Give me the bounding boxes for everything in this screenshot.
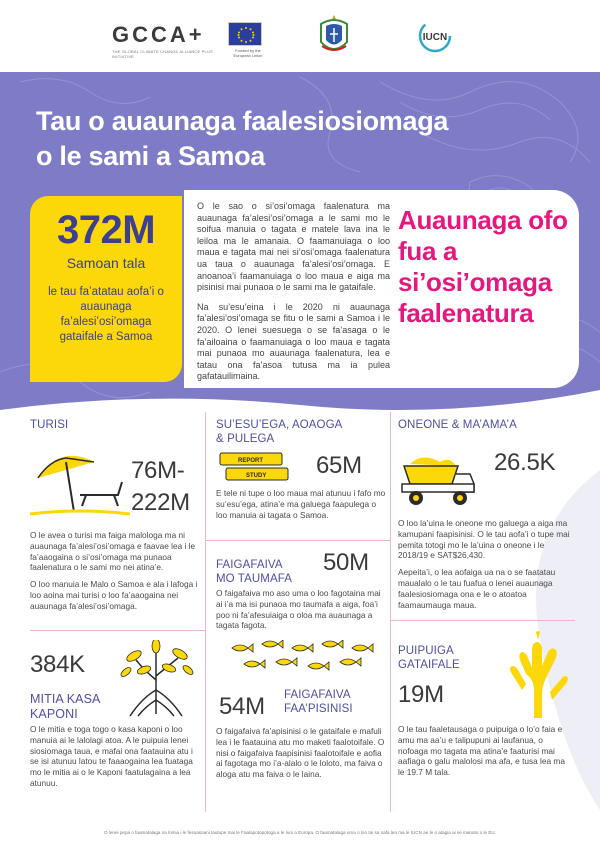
section-body-puipuiga — [398, 724, 573, 784]
mitia-title-line-1: MITIA KASA — [30, 692, 101, 706]
eu-flag-icon — [228, 22, 262, 46]
section-title-taumafa — [216, 558, 292, 586]
puipuiga-paragraph-1: O le tau faaletausaga o puipuiga o lo’o faia e amu ma aa’u e talipupuni ai laufanua, o nofoaga mo tagata ma atina’e faaturisi mai aafiaga o galu malolosi ma afa, e tusa lea ma le 19.7 M tala. — [398, 724, 565, 778]
books-icon — [218, 452, 290, 482]
taumafa-title-line-1: FAIGAFAIVA — [216, 559, 283, 571]
pink-heading: Auaunaga ofo fua a si’osi’omaga faalenatura — [398, 205, 568, 328]
section-body-pisinisi — [216, 726, 386, 786]
section-body-mitia — [30, 724, 200, 795]
dump-truck-icon — [396, 450, 476, 512]
suesuega-title-line-2: & PULEGA — [216, 433, 275, 445]
taumafa-paragraph-1: O faigafaiva mo aso uma o loo fagotaina mai ai i’a ma isi punaoa mo taumafa a aiga, foa’i poo ni fa’afesuiaiga o oloa ma auaunaga a tagata fagota. — [216, 588, 381, 631]
gcca-logo-text: GCCA+ — [112, 22, 205, 47]
highlight-description: le tau fa’atatau aofa’i o auaunaga fa’alesi’osi’omaga gataifale a Samoa — [48, 286, 164, 343]
mangrove-icon — [106, 640, 206, 720]
section-body-taumafa — [216, 588, 386, 637]
section-body-oneone — [398, 518, 573, 616]
oneone-paragraph-1: O loo la’uina le oneone mo galuega a aiga ma kamupani faapisinisi. O le tau aofa’i o tupe mai pemita totogi mo le la’uina o oneone i le 2018/19 e SAT$26,430. — [398, 518, 570, 561]
beach-umbrella-icon — [30, 440, 130, 520]
pisinisi-title-line-1: FAIGAFAIVA — [284, 689, 351, 701]
puipuiga-title-line-1: PUIPUIGA — [398, 645, 454, 657]
intro-text — [197, 201, 390, 391]
page-title — [36, 104, 556, 174]
stat-oneone: 26.5K — [494, 449, 556, 476]
page-title-line-2: o le sami a Samoa — [36, 141, 266, 171]
gcca-logo — [112, 22, 232, 59]
turisi-paragraph-2: O loo manuia le Malo o Samoa e ala i lafoga i loo aoina mai turisi o loo fa’aaogaina nei auaunaga fa’alesi’osi’omaga. — [30, 579, 198, 611]
intro-paragraph-1: O le sao o si’osi’omaga faalenatura ma auaunaga fa’alesi’osi’omaga a le sami mo le soifua manuia o tagata e matele lava ina le leiloa ma le amanaia. O faamanuiaga o loo maua e tagata mai nei si’osi’omaga faalenatura ua taua o auaunaga fa’alesi’osi’omaga. E anoanoa’i faamanuiaga o loo maua e aiga ma pisinisi mai punaoa o le sami ma le gataifale. — [197, 201, 390, 293]
turisi-paragraph-1: O le avea o turisi ma faiga malologa ma ni auaunaga fa’alesi’osi’omaga e faavae lea i le fa’aaogaina o si’osi’omaga ma punaoa faalenatura o le sami mo nei atina’e. — [30, 530, 196, 573]
section-title-mitia — [30, 692, 100, 722]
footer-disclaimer: O lenei pepa o faamatalaga na lomia i le fesoasoani tautupe mai le Faalapotopotoga a le Iuni a Europa. O faamatalaga uma o loo tai sa nafa lea ma le IUCN ae le o atagia ai se manatu o le EU. — [104, 830, 496, 835]
taumafa-title-line-2: MO TAUMAFA — [216, 573, 292, 585]
section-title-puipuiga — [398, 644, 460, 672]
oneone-paragraph-2: Aepeita’i, o lea aofaiga ua na o se faatatau maualalo o le tau fuafua o lenei auaunaga faalesiosiomaga ona e le o atoatoa faamaumauga maua. — [398, 567, 556, 610]
page-title-line-1: Tau o auaunaga faalesiosiomaga — [36, 106, 449, 136]
row-divider-middle — [205, 540, 390, 541]
book-study-label: STUDY — [246, 473, 267, 479]
section-title-pisinisi — [284, 688, 353, 716]
eu-funding-text: Funded by the European Union — [233, 48, 263, 58]
coral-icon — [498, 630, 578, 720]
highlight-box — [30, 196, 182, 382]
mitia-paragraph-1: O le mitia e toga togo o kasa kaponi o loo manuia ai le lalolagi atoa. A le puipuia lenei siosiomaga taua, e mafai ona faatauina atu i se isi atunuu latou te faaaogaina lea fuataga mo le mitia ai o le Kaponi faatulagaina a lea atunuu. — [30, 724, 193, 788]
section-body-turisi — [30, 530, 200, 618]
pisinisi-paragraph-1: O faigafaiva fa’apisinisi o le gataifale e mafuli lea i le faatauina atu mo maketi faalotoifale. O nisi o faigafaiva faapisinisi faalotoifale e aofia ai fagotaga mo i’a-alalo o le loloto, ma faiva o aloga atu ma faiva o le laina. — [216, 726, 385, 780]
column-divider-right — [390, 412, 391, 812]
section-title-oneone: ONEONE & MA’AMA’A — [398, 419, 517, 431]
logo-bar — [0, 0, 600, 72]
mitia-title-line-2: KAPONI — [30, 707, 78, 721]
highlight-value: 372M — [56, 208, 156, 252]
stat-suesuega: 65M — [316, 452, 362, 479]
stat-turisi-line-2: 222M — [131, 489, 190, 516]
stat-pisinisi: 54M — [219, 693, 265, 720]
section-body-suesuega — [216, 488, 386, 526]
fish-school-icon — [230, 640, 380, 676]
samoa-coat-of-arms-icon — [316, 12, 352, 60]
suesuega-title-line-1: SU’ESU’EGA, AOAOGA — [216, 419, 343, 431]
book-report-label: REPORT — [238, 458, 264, 464]
iucn-logo-text: IUCN — [422, 32, 448, 43]
section-title-turisi: TURISI — [30, 419, 69, 431]
iucn-logo — [418, 19, 452, 53]
row-divider-right — [390, 620, 575, 621]
stat-puipuiga: 19M — [398, 681, 444, 708]
intro-paragraph-2: Na su’esu’eina i le 2020 ni auaunaga fa’alesi’osi’omaga se fitu o le sami a Samoa i le 2020. O lenei suesuega o se fa’asaga o le fa’ailoaina o faamanuiaga o loo maua e tagata mai punaoa mo auaunaga faalenatura, lea e tatau ona fa’asoa tutusa ma ia pulea gafatauilimaina. — [197, 301, 390, 382]
column-divider-left — [205, 412, 206, 812]
stat-turisi-line-1: 76M- — [131, 457, 185, 484]
stat-taumafa: 50M — [323, 549, 369, 576]
suesuega-paragraph-1: E tele ni tupe o loo maua mai atunuu i fafo mo su’esu’ega, atina’e ma galuega faapulega o loo manuia ai tagata o Samoa. — [216, 488, 386, 520]
puipuiga-title-line-2: GATAIFALE — [398, 659, 460, 671]
section-title-suesuega — [216, 418, 342, 446]
row-divider-left — [30, 630, 205, 631]
pisinisi-title-line-2: FAA’PISINISI — [284, 703, 353, 715]
gcca-logo-subtitle: THE GLOBAL CLIMATE CHANGE ALLIANCE PLUS INITIATIVE — [112, 49, 213, 59]
highlight-unit: Samoan tala — [66, 255, 146, 271]
stat-mitia: 384K — [30, 651, 85, 678]
